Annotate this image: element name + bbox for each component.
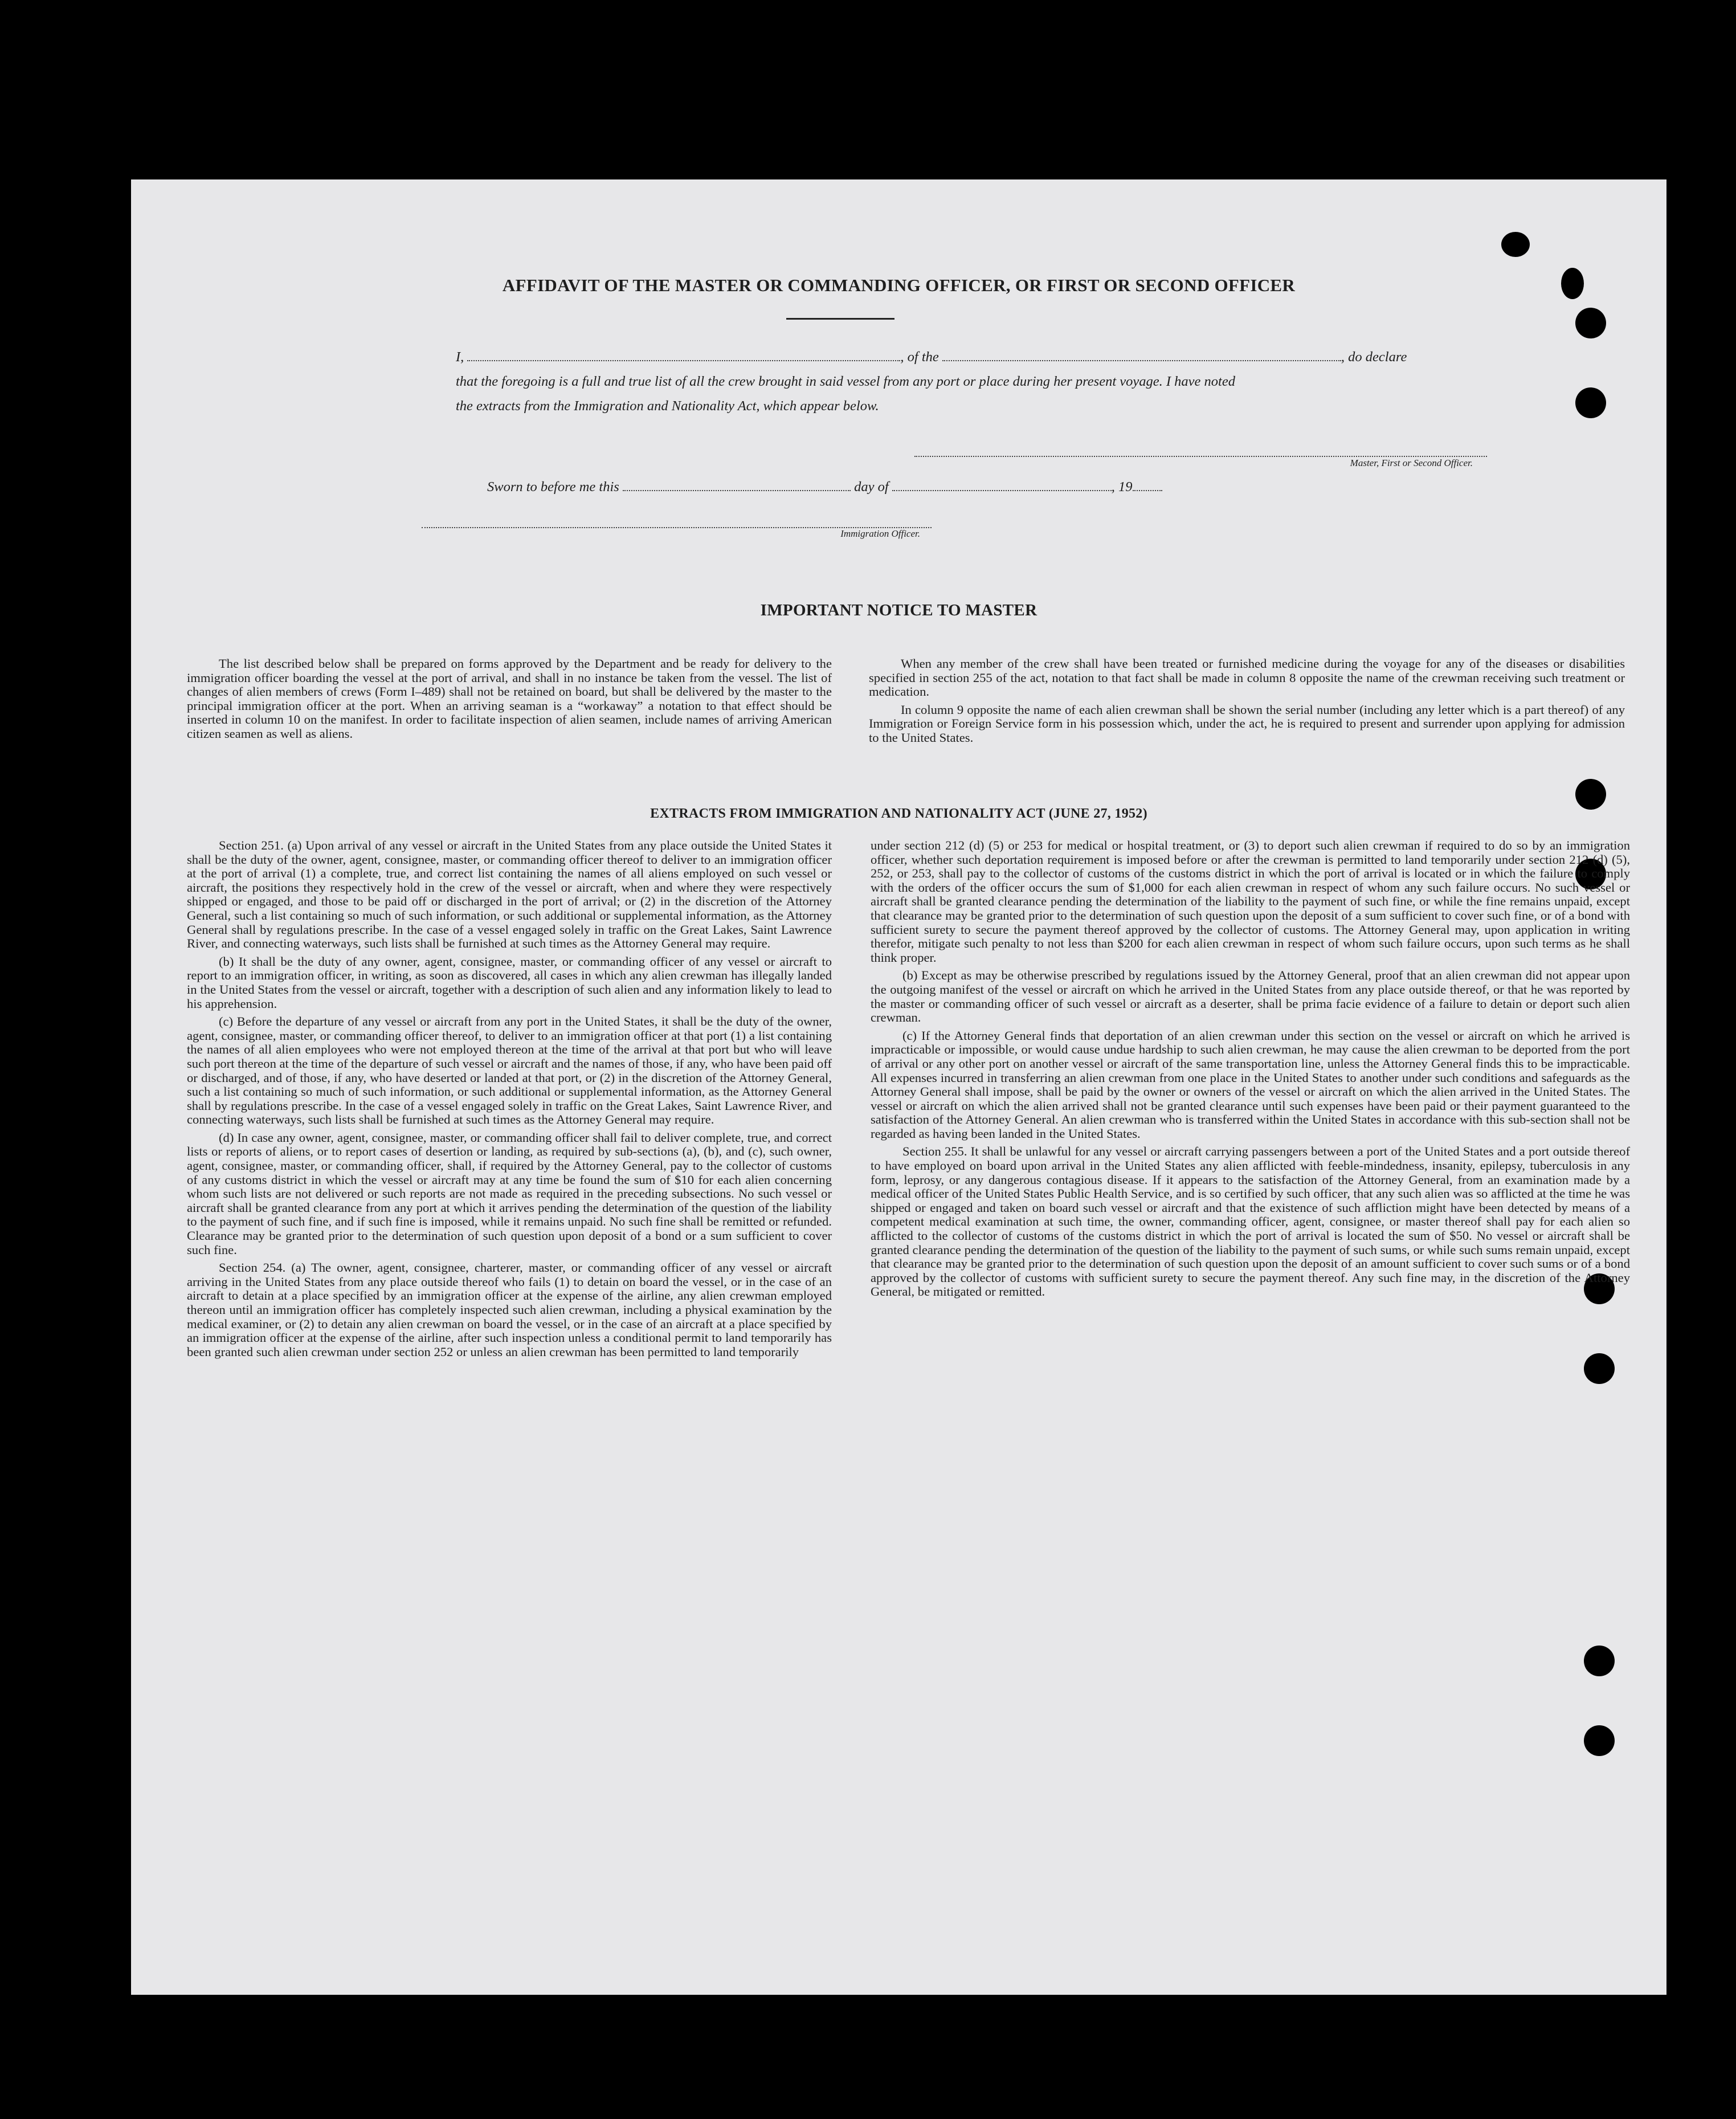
extract-paragraph: Section 251. (a) Upon arrival of any vessel or aircraft in the United States from any place outside the United States it shall be the duty of the owner, agent, consignee, master, or commanding officer thereof to deliver to an immigration officer at the port of arrival (1) a complete, true, and correct list containing the names of all aliens employed on such vessel or aircraft, the positions they respectively hold in the crew of the vessel or aircraft, when and where they were respectively shipped or engaged, and those to be paid off or discharged in the port of arrival; or (2) in the discretion of the Attorney General, such a list containing so much of such information, or such additional or supplemental information, as the Attorney General shall by regulations prescribe. In the case of a vessel engaged solely in traffic on the Great Lakes, Saint Lawrence River, and connecting waterways, such lists shall be furnished at such times as the Attorney General may require. (187, 838, 832, 951)
punch-hole (1501, 232, 1530, 257)
affidavit-declaration (456, 345, 1487, 418)
day-of-label: day of (854, 479, 889, 495)
sworn-prefix: Sworn to before me this (487, 479, 619, 495)
notice-title: IMPORTANT NOTICE TO MASTER (760, 601, 1037, 619)
document-page (131, 179, 1666, 1995)
declaration-line-2: that the foregoing is a full and true list of all the crew brought in said vessel from any port or place during her present voyage. I have noted (456, 374, 1235, 389)
punch-hole (1584, 1725, 1615, 1756)
sworn-year-field (1133, 480, 1162, 491)
punch-hole (1575, 308, 1606, 338)
extract-paragraph: Section 255. It shall be unlawful for any vessel or aircraft carrying passengers between a port of the United States and a port outside thereof to have employed on board upon arrival in the United States any alien afflicted with feeble-mindedness, insanity, epilepsy, tuberculosis in any form, leprosy, or any dangerous contagious disease. If it appears to the satisfaction of the Attorney General, from an examination made by a medical officer of the United States Public Health Service, and is so certified by such officer, that any such alien was so afflicted at the time he was shipped or engaged and taken on board such vessel or aircraft and that the existence of such affliction might have been detected by means of a competent medical examination at such time, the owner, commanding officer, agent, consignee, or master thereof shall pay for each alien so afflicted to the collector of customs of the customs district in which the port of arrival is located the sum of $50. No vessel or aircraft shall be granted clearance pending the determination of the question of the liability to the payment of such sums, or while such sums remain unpaid, except that clearance may be granted prior to the determination of such question upon the deposit of an amount sufficient to cover such sums or of a bond approved by the collector of customs with sufficient surety to secure the payment thereof. Any such fine may, in the discretion of the Attorney General, be mitigated or remitted. (871, 1144, 1630, 1299)
extract-paragraph: (b) Except as may be otherwise prescribed by regulations issued by the Attorney General, proof that an alien crewman did not appear upon the outgoing manifest of the vessel or aircraft on which he arrived in the United States from any place outside thereof, or that he was reported by the master or commanding officer of such vessel or aircraft as a deserter, shall be prima facie evidence of a failure to detain or deport such alien crewman. (871, 968, 1630, 1025)
notice-paragraph: The list described below shall be prepared on forms approved by the Department and be ready for delivery to the immigration officer boarding the vessel at the port of arrival, and shall in no instance be taken from the vessel. The list of changes of alien members of crews (Form I–489) shall not be retained on board, but shall be delivered by the master to the principal immigration officer at the port. When an arriving seaman is a “workaway” a notation to that effect should be inserted in column 10 on the manifest. In order to facilitate inspection of alien seamen, include names of arriving American citizen seamen as well as aliens. (187, 656, 832, 741)
punch-hole (1575, 779, 1606, 810)
declarant-name-field (467, 350, 900, 361)
sworn-day-field (623, 480, 851, 491)
notice-paragraph: When any member of the crew shall have been treated or furnished medicine during the voyage for any of the diseases or disabilities specified in section 255 of the act, notation to that fact shall be made in column 8 opposite the name of the crewman receiving such treatment or medication. (869, 656, 1625, 699)
sworn-month-field (892, 480, 1112, 491)
master-signature-line (914, 456, 1487, 457)
vessel-name-field (942, 350, 1341, 361)
of-the-label: , of the (900, 349, 939, 365)
punch-hole (1584, 1353, 1615, 1384)
notice-right-column (869, 657, 1625, 749)
extracts-right-column (871, 839, 1630, 1303)
declaration-line-3: the extracts from the Immigration and Nationality Act, which appear below. (456, 398, 879, 414)
declarant-prefix: I, (456, 349, 464, 365)
affidavit-title: AFFIDAVIT OF THE MASTER OR COMMANDING OFFICER, OR FIRST OR SECOND OFFICER (502, 275, 1296, 295)
sworn-line (487, 475, 1342, 499)
punch-hole (1584, 1646, 1615, 1676)
extract-paragraph: (c) If the Attorney General finds that deportation of an alien crewman under this section on the vessel or aircraft on which he arrived is impracticable or impossible, or would cause undue hardship to such alien crewman, he may cause the alien crewman to be deported from the port of arrival or any other port on another vessel or aircraft of the same transportation line, unless the Attorney General finds this to be impracticable. All expenses incurred in transferring an alien crewman from one place in the United States to another under such conditions and safeguards as the Attorney General shall impose, shall be paid by the owner or owners of the vessel or aircraft on which the alien arrived in the United States. The vessel or aircraft on which the alien arrived shall not be granted clearance until such expenses have been paid or their payment guaranteed to the satisfaction of the Attorney General. An alien crewman who is transferred within the United States in accordance with this sub-section shall not be regarded as having been landed in the United States. (871, 1028, 1630, 1141)
officer-caption: Immigration Officer. (840, 528, 920, 539)
punch-hole (1575, 387, 1606, 418)
title-underline (786, 318, 894, 320)
extracts-left-column (187, 839, 832, 1363)
extract-paragraph: (d) In case any owner, agent, consignee, master, or commanding officer shall fail to deliver complete, true, and correct lists or reports of aliens, or to report cases of desertion or landing, as required by sub-sections (a), (b), and (c), such owner, agent, consignee, master, or commanding officer, shall, if required by the Attorney General, pay to the collector of customs of any customs district in which the vessel or aircraft may at any time be found the sum of $10 for each alien concerning whom such lists are not delivered or such reports are not made as required in the preceding subsections. No such vessel or aircraft shall be granted clearance from any port at which it arrives pending the determination of the question of the liability to the payment of such fine, and if such fine is imposed, while it remains unpaid. No such fine shall be remitted or refunded. Clearance may be granted prior to the determination of such question upon deposit of a bond or a sum sufficient to cover such fine. (187, 1130, 832, 1257)
notice-paragraph: In column 9 opposite the name of each alien crewman shall be shown the serial number (including any letter which is a part thereof) of any Immigration or Foreign Service form in his possession which, under the act, he is required to present and surrender upon applying for admission to the United States. (869, 702, 1625, 745)
notice-left-column (187, 657, 832, 745)
do-declare-label: , do declare (1341, 349, 1407, 365)
master-caption: Master, First or Second Officer. (1350, 458, 1473, 468)
year-label: , 19 (1111, 479, 1133, 495)
extract-paragraph: (c) Before the departure of any vessel or aircraft from any port in the United States, it shall be the duty of the owner, agent, consignee, master, or commanding officer thereof, to deliver to an immigration officer at that port (1) a list containing the names of all alien employees who were not employed thereon at the time of the arrival at that port but who will leave such port thereon at the time of the departure of such vessel or aircraft and the names of those, if any, who have been paid off or discharged, and of those, if any, who have deserted or landed at that port, or (2) in the discretion of the Attorney General, such a list containing so much of such information, or such additional or supplemental information, as the Attorney General shall by regulations prescribe. In the case of a vessel engaged solely in traffic on the Great Lakes, Saint Lawrence River, and connecting waterways, such lists shall be furnished at such times as the Attorney General may require. (187, 1014, 832, 1127)
extracts-title: EXTRACTS FROM IMMIGRATION AND NATIONALITY ACT (JUNE 27, 1952) (650, 806, 1147, 821)
extract-paragraph: under section 212 (d) (5) or 253 for medical or hospital treatment, or (3) to deport such alien crewman if required to do so by an immigration officer, whether such deportation requirement is imposed before or after the crewman is permitted to land temporarily under section 212 (d) (5), 252, or 253, shall pay to the collector of customs of the customs district in which the port of arrival is located or in which the failure to comply with the orders of the officer occurs the sum of $1,000 for each alien crewman in respect of whom any such failure occurs. No such vessel or aircraft shall be granted clearance pending the determination of the liability to the payment of such fine, or while the fine remains unpaid, except that clearance may be granted prior to the determination of such question upon the deposit of a sum sufficient to cover such fine, or of a bond with sufficient surety to secure the payment thereof approved by the collector of customs. The Attorney General may, upon application in writing therefor, mitigate such penalty to not less than $200 for each alien crewman in respect of whom such failure occurs, upon such terms as he shall think proper. (871, 838, 1630, 965)
extract-paragraph: (b) It shall be the duty of any owner, agent, consignee, master, or commanding officer of any vessel or aircraft to report to an immigration officer, in writing, as soon as discovered, all cases in which any alien crewman has illegally landed in the United States from the vessel or aircraft, together with a description of such alien and any information likely to lead to his apprehension. (187, 954, 832, 1011)
declaration-line-1 (456, 345, 1487, 369)
extract-paragraph: Section 254. (a) The owner, agent, consignee, charterer, master, or commanding officer of any vessel or aircraft arriving in the United States from any place outside thereof who fails (1) to detain on board the vessel, or in the case of an aircraft to detain at a place specified by an immigration officer at the expense of the airline, any alien crewman employed thereon until an immigration officer has completely inspected such alien crewman, including a physical examination by the medical examiner, or (2) to detain any alien crewman on board the vessel, or in the case of an aircraft at a place specified by an immigration officer at the expense of the airline, after such inspection unless a conditional permit to land temporarily has been granted such alien crewman under section 252 or unless an alien crewman has been permitted to land temporarily (187, 1260, 832, 1359)
